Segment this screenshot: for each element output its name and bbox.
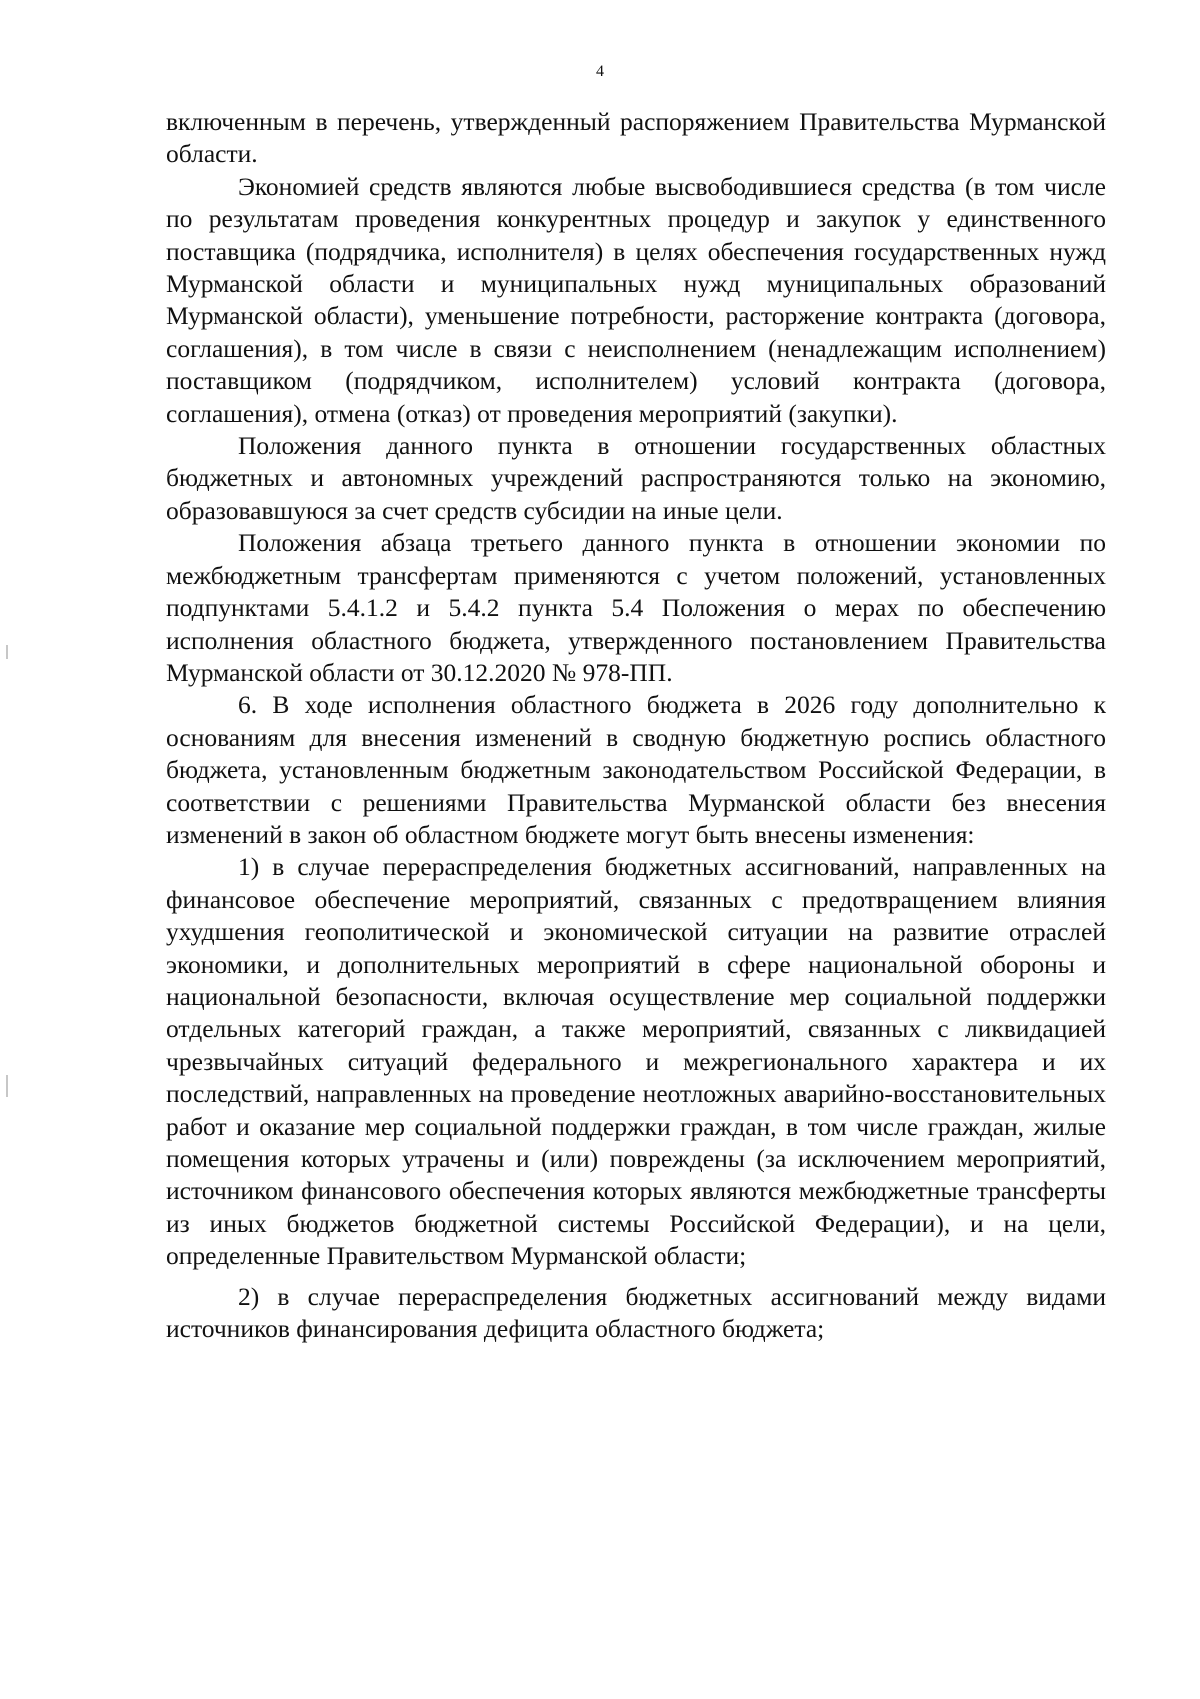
paragraph-savings-definition: Экономией средств являются любые высвободившиеся средства (в том числе по результатам проведения конкурентных процедур и закупок у единственного поставщика (подрядчика, исполнителя) в целях обеспечения государственных нужд Мурманской области и муниципальных нужд муниципальных образований Мурманской области), уменьшение потребности, расторжение контракта (договора, соглашения), в том числе в связи с неисполнением (ненадлежащим исполнением) поставщиком (подрядчиком, исполнителем) условий контракта (договора, соглашения), отмена (отказ) от проведения мероприятий (закупки). [166,171,1106,428]
paragraph-continuation: включенным в перечень, утвержденный распоряжением Правительства Мурманской области. [166,107,1106,169]
paragraph-subitem-1: 1) в случае перераспределения бюджетных ассигнований, направленных на финансовое обеспечение мероприятий, связанных с предотвращением влияния ухудшения геополитической и экономической ситуации на развитие отраслей экономики, и дополнительных мероприятий в сфере национальной обороны и национальной безопасности, включая осуществление мер социальной поддержки отдельных категорий граждан, а также мероприятий, связанных с ликвидацией чрезвычайных ситуаций федерального и межрегионального характера и их последствий, направленных на проведение неотложных аварийно-восстановительных работ и оказание мер социальной поддержки граждан, в том числе граждан, жилые помещения которых утрачены и (или) повреждены (за исключением мероприятий, источником финансового обеспечения которых являются межбюджетные трансферты из иных бюджетов бюджетной системы Российской Федерации), и на цели, определенные Правительством Мурманской области; [166,852,1106,1271]
paragraph-interbudget-transfers: Положения абзаца третьего данного пункта в отношении экономии по межбюджетным трансфертам применяются с учетом положений, установленных подпунктами 5.4.1.2 и 5.4.2 пункта 5.4 Положения о мерах по обеспечению исполнения областного бюджета, утвержденного постановлением Правительства Мурманской области от 30.12.2020 № 978-ПП. [166,528,1106,687]
paragraph-subitem-2: 2) в случае перераспределения бюджетных ассигнований между видами источников финансирования дефицита областного бюджета; [166,1281,1106,1344]
paragraph-item-6: 6. В ходе исполнения областного бюджета в 2026 году дополнительно к основаниям для внесения изменений в сводную бюджетную роспись областного бюджета, установленным бюджетным законодательством Российской Федерации, в соответствии с решениями Правительства Мурманской области без внесения изменений в закон об областном бюджете могут быть внесены изменения: [166,690,1106,849]
scan-artifact [6,1075,8,1097]
page-number: 4 [596,63,604,80]
scan-artifact [6,645,8,659]
paragraph-institutions: Положения данного пункта в отношении государственных областных бюджетных и автономных учреждений распространяются только на экономию, образовавшуюся за счет средств субсидии на иные цели. [166,431,1106,525]
document-body [166,106,1106,1345]
